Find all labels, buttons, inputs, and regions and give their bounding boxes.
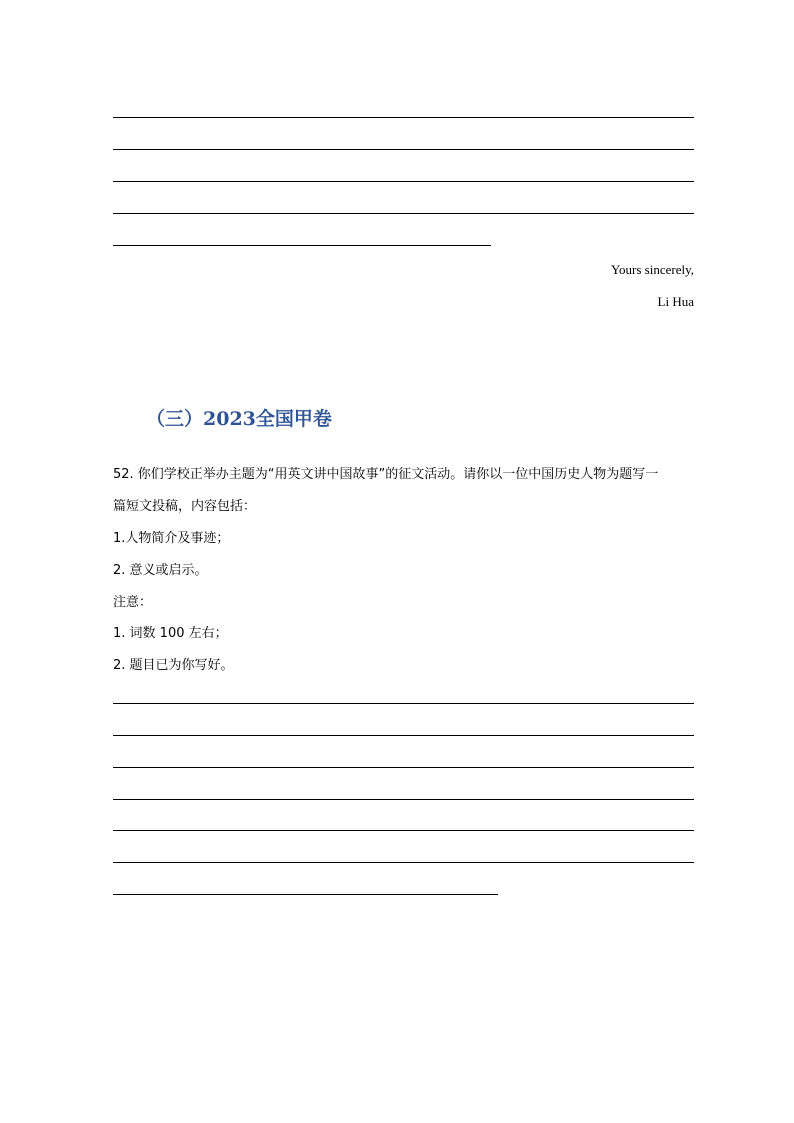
letter-closing: Yours sincerely, <box>610 262 694 277</box>
content-item-1: 1.人物简介及事迹； <box>113 531 230 546</box>
answer-line <box>113 830 694 831</box>
answer-line <box>113 767 694 768</box>
answer-line <box>113 117 694 118</box>
content-item-2: 2. 意义或启示。 <box>113 563 208 578</box>
answer-line <box>113 735 694 736</box>
note-label: 注意： <box>113 595 153 610</box>
question-prompt-line-1: 52. 你们学校正举办主题为“用英文讲中国故事”的征文活动。请你以一位中国历史人物为题写一 <box>113 467 659 482</box>
answer-line-short <box>113 245 491 246</box>
question-prompt-line-2: 篇短文投稿，内容包括： <box>113 499 257 514</box>
section-title: （三）2023全国甲卷 <box>146 408 332 430</box>
answer-line <box>113 799 694 800</box>
answer-line-short <box>113 894 498 895</box>
answer-line <box>113 862 694 863</box>
answer-line <box>113 213 694 214</box>
answer-line <box>113 149 694 150</box>
answer-line <box>113 703 694 704</box>
letter-signature: Li Hua <box>657 294 694 309</box>
answer-line <box>113 181 694 182</box>
note-item-2: 2. 题目已为你写好。 <box>113 658 234 673</box>
note-item-1: 1. 词数 100 左右； <box>113 626 228 641</box>
